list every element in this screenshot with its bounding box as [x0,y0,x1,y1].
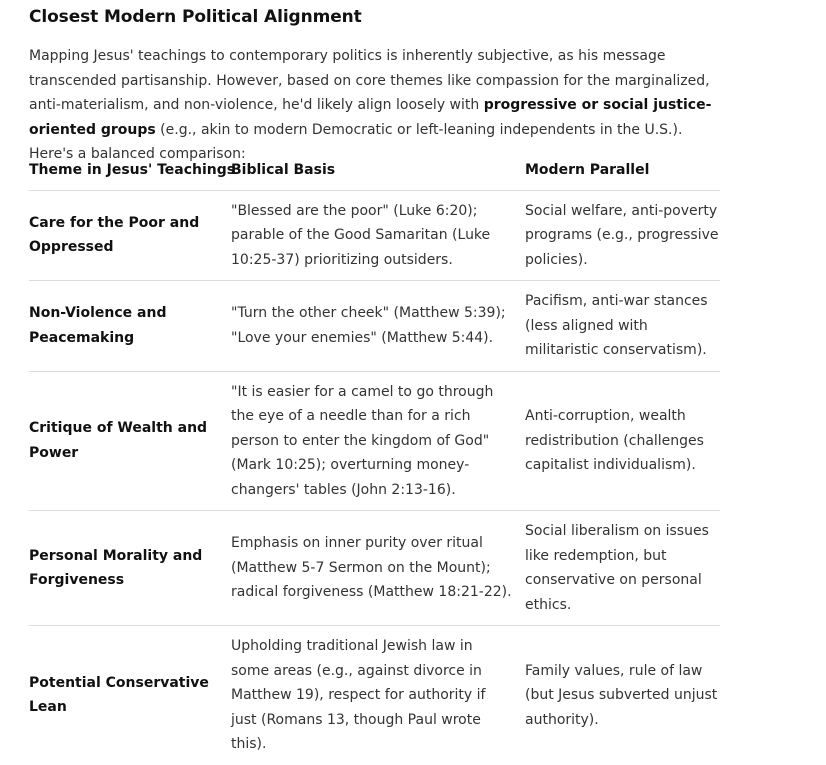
header-theme: Theme in Jesus' Teachings [29,155,231,190]
parallel-cell: Social welfare, anti-poverty programs (e.g., progressive policies). [525,190,720,281]
basis-cell: "Blessed are the poor" (Luke 6:20); parable of the Good Samaritan (Luke 10:25-37) prioritizing outsiders. [231,190,525,281]
parallel-cell: Social liberalism on issues like redemption, but conservative on personal ethics. [525,511,720,626]
intro-text-start: Mapping Jesus' teachings to contemporary politics is inherently subjective, as his message transcended partisanship. However, based on core themes like compassion for the marginalized, anti-materialism, and non-violence, he'd likely align loosely with [29,48,710,113]
parallel-cell: Pacifism, anti-war stances (less aligned with militaristic conservatism). [525,281,720,372]
header-parallel: Modern Parallel [525,155,720,190]
table-row [29,281,720,372]
section-heading: Closest Modern Political Alignment [29,7,362,27]
intro-text-end: (e.g., akin to modern Democratic or left-leaning independents in the U.S.). Here's a balanced comparison: [29,121,683,162]
header-basis: Biblical Basis [231,155,525,190]
parallel-cell: Family values, rule of law (but Jesus subverted unjust authority). [525,662,718,728]
theme-cell: Personal Morality and Forgiveness [29,511,231,626]
table-row [29,626,720,765]
theme-cell: Non-Violence and Peacemaking [29,281,231,372]
parallel-cell: Anti-corruption, wealth redistribution (challenges capitalist individualism). [525,371,720,511]
table-row [29,371,720,511]
theme-cell: Critique of Wealth and Power [29,371,231,511]
intro-bold-text: progressive or social justice-oriented groups [29,97,712,138]
theme-cell: Potential Conservative Lean [29,674,209,716]
comparison-table [29,155,720,765]
table-row [29,511,720,626]
table-row [29,190,720,281]
basis-cell: Upholding traditional Jewish law in some areas (e.g., against divorce in Matthew 19), respect for authority if just (Romans 13, though Paul wrote this). [231,638,486,752]
theme-cell: Care for the Poor and Oppressed [29,190,231,281]
intro-paragraph [29,44,729,167]
basis-cell: "It is easier for a camel to go through the eye of a needle than for a rich person to enter the kingdom of God" (Mark 10:25); overturning money-changers' tables (John 2:13-16). [231,371,525,511]
table-header-row [29,155,720,190]
basis-cell: Emphasis on inner purity over ritual (Matthew 5-7 Sermon on the Mount); radical forgiveness (Matthew 18:21-22). [231,511,525,626]
basis-cell: "Turn the other cheek" (Matthew 5:39); "Love your enemies" (Matthew 5:44). [231,281,525,372]
